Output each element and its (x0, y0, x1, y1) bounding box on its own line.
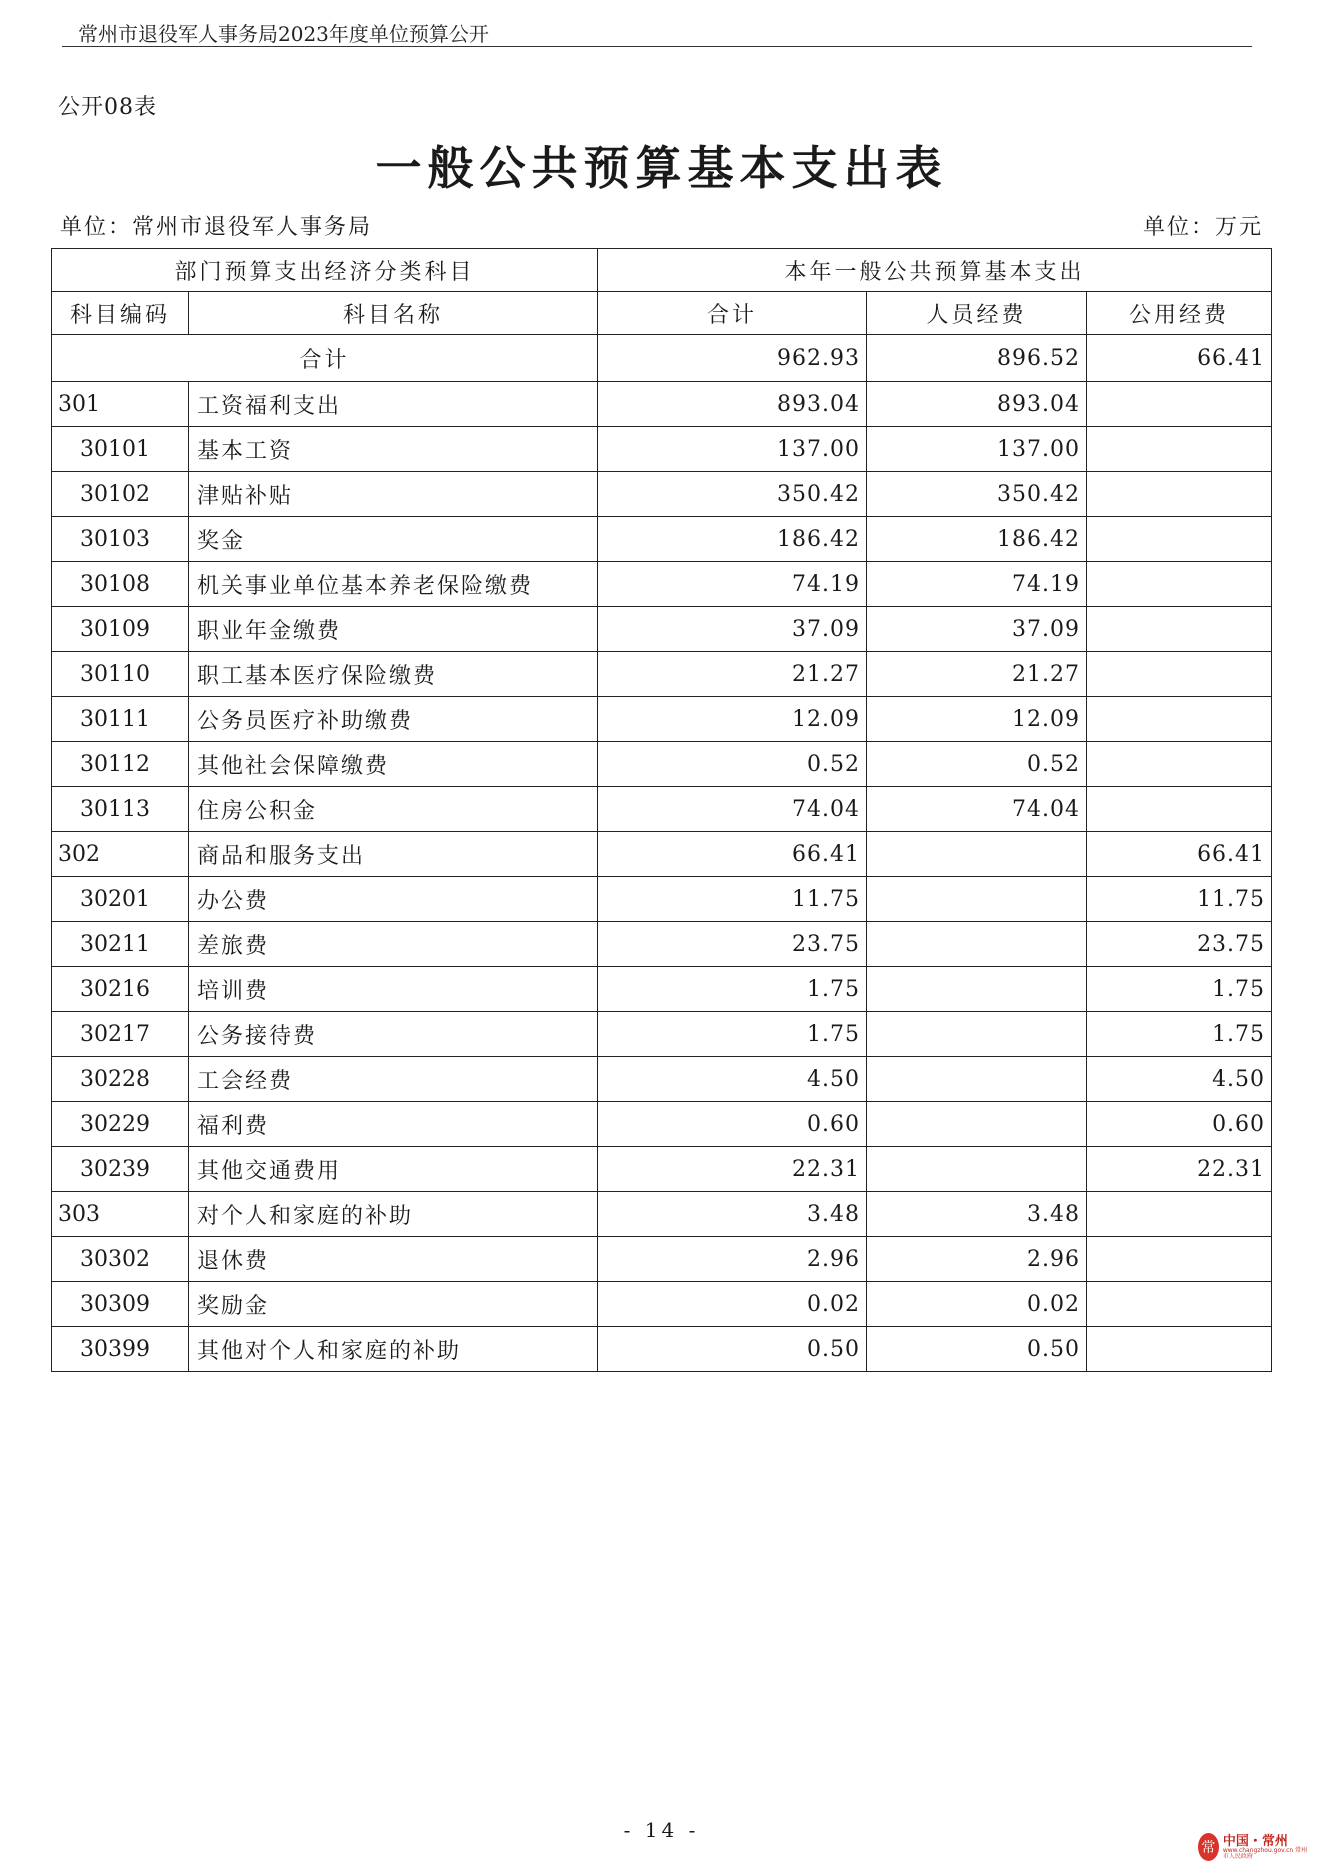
table-row (52, 1192, 1272, 1237)
row-total: 0.02 (598, 1282, 867, 1327)
table-row (52, 517, 1272, 562)
row-total: 1.75 (598, 967, 867, 1012)
logo-mark-icon: 常 (1198, 1833, 1219, 1861)
row-public: 1.75 (1087, 967, 1272, 1012)
budget-table (51, 248, 1272, 1372)
row-name: 福利费 (189, 1102, 598, 1147)
row-personnel: 12.09 (867, 697, 1087, 742)
row-code: 30211 (52, 922, 189, 967)
column-header-row (52, 292, 1272, 335)
row-name: 退休费 (189, 1237, 598, 1282)
group-header-classification: 部门预算支出经济分类科目 (52, 249, 598, 292)
form-number: 公开08表 (58, 95, 157, 120)
row-total: 4.50 (598, 1057, 867, 1102)
row-total: 11.75 (598, 877, 867, 922)
row-name: 基本工资 (189, 427, 598, 472)
row-code: 303 (52, 1192, 189, 1237)
table-row (52, 562, 1272, 607)
row-code: 30302 (52, 1237, 189, 1282)
row-code: 30102 (52, 472, 189, 517)
row-code: 30228 (52, 1057, 189, 1102)
table-row (52, 1237, 1272, 1282)
row-code: 30112 (52, 742, 189, 787)
column-header-public: 公用经费 (1087, 292, 1272, 335)
row-code: 30113 (52, 787, 189, 832)
row-code: 30110 (52, 652, 189, 697)
row-public: 1.75 (1087, 1012, 1272, 1057)
header-divider (62, 46, 1252, 47)
row-personnel (867, 922, 1087, 967)
row-code: 30103 (52, 517, 189, 562)
row-code: 30399 (52, 1327, 189, 1372)
row-personnel: 21.27 (867, 652, 1087, 697)
row-public: 22.31 (1087, 1147, 1272, 1192)
row-public: 66.41 (1087, 832, 1272, 877)
row-personnel (867, 1102, 1087, 1147)
row-personnel: 0.50 (867, 1327, 1087, 1372)
table-row (52, 1282, 1272, 1327)
row-public (1087, 427, 1272, 472)
running-header: 常州市退役军人事务局2023年度单位预算公开 (78, 22, 489, 46)
grand-total-total: 962.93 (598, 335, 867, 382)
row-personnel (867, 1057, 1087, 1102)
row-name: 公务接待费 (189, 1012, 598, 1057)
row-total: 74.19 (598, 562, 867, 607)
table-row (52, 427, 1272, 472)
row-public (1087, 607, 1272, 652)
row-total: 1.75 (598, 1012, 867, 1057)
row-public: 4.50 (1087, 1057, 1272, 1102)
row-total: 37.09 (598, 607, 867, 652)
row-code: 30111 (52, 697, 189, 742)
row-code: 302 (52, 832, 189, 877)
row-public (1087, 1237, 1272, 1282)
row-total: 0.52 (598, 742, 867, 787)
row-name: 工资福利支出 (189, 382, 598, 427)
row-name: 奖励金 (189, 1282, 598, 1327)
logo-text (1223, 1835, 1308, 1860)
row-name: 其他交通费用 (189, 1147, 598, 1192)
row-public (1087, 742, 1272, 787)
row-public (1087, 697, 1272, 742)
logo-subtitle: www.changzhou.gov.cn 常州市人民政府 (1222, 1846, 1308, 1860)
row-total: 893.04 (598, 382, 867, 427)
row-personnel: 2.96 (867, 1237, 1087, 1282)
row-personnel (867, 1012, 1087, 1057)
column-header-name: 科目名称 (189, 292, 598, 335)
grand-total-personnel: 896.52 (867, 335, 1087, 382)
row-name: 办公费 (189, 877, 598, 922)
row-personnel: 0.52 (867, 742, 1087, 787)
row-public: 23.75 (1087, 922, 1272, 967)
grand-total-label: 合计 (52, 335, 598, 382)
table-row (52, 1327, 1272, 1372)
table-row (52, 742, 1272, 787)
row-total: 23.75 (598, 922, 867, 967)
row-name: 公务员医疗补助缴费 (189, 697, 598, 742)
column-header-code: 科目编码 (52, 292, 189, 335)
row-total: 2.96 (598, 1237, 867, 1282)
row-total: 350.42 (598, 472, 867, 517)
row-code: 30101 (52, 427, 189, 472)
table-row (52, 697, 1272, 742)
row-code: 30239 (52, 1147, 189, 1192)
currency-unit: 单位：万元 (1142, 215, 1263, 240)
page-title: 一般公共预算基本支出表 (375, 141, 948, 195)
row-code: 30217 (52, 1012, 189, 1057)
table-row (52, 1057, 1272, 1102)
table-row (52, 1147, 1272, 1192)
row-name: 职工基本医疗保险缴费 (189, 652, 598, 697)
row-personnel: 893.04 (867, 382, 1087, 427)
row-total: 3.48 (598, 1192, 867, 1237)
row-name: 职业年金缴费 (189, 607, 598, 652)
row-code: 30108 (52, 562, 189, 607)
row-name: 差旅费 (189, 922, 598, 967)
row-code: 30229 (52, 1102, 189, 1147)
row-personnel: 74.04 (867, 787, 1087, 832)
logo-name: 中国・常州 (1222, 1833, 1288, 1849)
row-personnel (867, 832, 1087, 877)
group-header-row (52, 249, 1272, 292)
row-public (1087, 1192, 1272, 1237)
table-row (52, 1012, 1272, 1057)
table-row (52, 832, 1272, 877)
row-name: 其他对个人和家庭的补助 (189, 1327, 598, 1372)
row-total: 21.27 (598, 652, 867, 697)
grand-total-public: 66.41 (1087, 335, 1272, 382)
row-name: 机关事业单位基本养老保险缴费 (189, 562, 598, 607)
row-personnel (867, 877, 1087, 922)
row-name: 津贴补贴 (189, 472, 598, 517)
row-name: 培训费 (189, 967, 598, 1012)
row-public (1087, 472, 1272, 517)
row-name: 其他社会保障缴费 (189, 742, 598, 787)
row-total: 186.42 (598, 517, 867, 562)
row-personnel: 3.48 (867, 1192, 1087, 1237)
table-row (52, 607, 1272, 652)
row-total: 0.60 (598, 1102, 867, 1147)
row-public (1087, 652, 1272, 697)
table-row (52, 787, 1272, 832)
site-logo (1198, 1830, 1308, 1864)
table-row (52, 1102, 1272, 1147)
row-code: 30309 (52, 1282, 189, 1327)
row-personnel (867, 1147, 1087, 1192)
row-public: 11.75 (1087, 877, 1272, 922)
grand-total-row (52, 335, 1272, 382)
row-public (1087, 1327, 1272, 1372)
row-personnel: 74.19 (867, 562, 1087, 607)
row-personnel (867, 967, 1087, 1012)
row-personnel: 137.00 (867, 427, 1087, 472)
row-personnel: 0.02 (867, 1282, 1087, 1327)
row-code: 30201 (52, 877, 189, 922)
row-public (1087, 1282, 1272, 1327)
row-personnel: 186.42 (867, 517, 1087, 562)
row-name: 住房公积金 (189, 787, 598, 832)
row-code: 30109 (52, 607, 189, 652)
table-row (52, 472, 1272, 517)
row-public: 0.60 (1087, 1102, 1272, 1147)
row-name: 工会经费 (189, 1057, 598, 1102)
row-code: 301 (52, 382, 189, 427)
row-personnel: 350.42 (867, 472, 1087, 517)
row-personnel: 37.09 (867, 607, 1087, 652)
reporting-unit: 单位：常州市退役军人事务局 (60, 215, 373, 240)
row-public (1087, 787, 1272, 832)
row-total: 74.04 (598, 787, 867, 832)
row-total: 66.41 (598, 832, 867, 877)
column-header-total: 合计 (598, 292, 867, 335)
group-header-expenditure: 本年一般公共预算基本支出 (598, 249, 1272, 292)
row-public (1087, 562, 1272, 607)
table-row (52, 922, 1272, 967)
row-total: 137.00 (598, 427, 867, 472)
table-row (52, 877, 1272, 922)
row-total: 12.09 (598, 697, 867, 742)
table-row (52, 652, 1272, 697)
row-total: 22.31 (598, 1147, 867, 1192)
row-public (1087, 382, 1272, 427)
page-number: - 14 - (623, 1818, 700, 1842)
column-header-personnel: 人员经费 (867, 292, 1087, 335)
row-name: 商品和服务支出 (189, 832, 598, 877)
row-code: 30216 (52, 967, 189, 1012)
row-name: 对个人和家庭的补助 (189, 1192, 598, 1237)
row-name: 奖金 (189, 517, 598, 562)
table-row (52, 967, 1272, 1012)
row-public (1087, 517, 1272, 562)
row-total: 0.50 (598, 1327, 867, 1372)
table-row (52, 382, 1272, 427)
